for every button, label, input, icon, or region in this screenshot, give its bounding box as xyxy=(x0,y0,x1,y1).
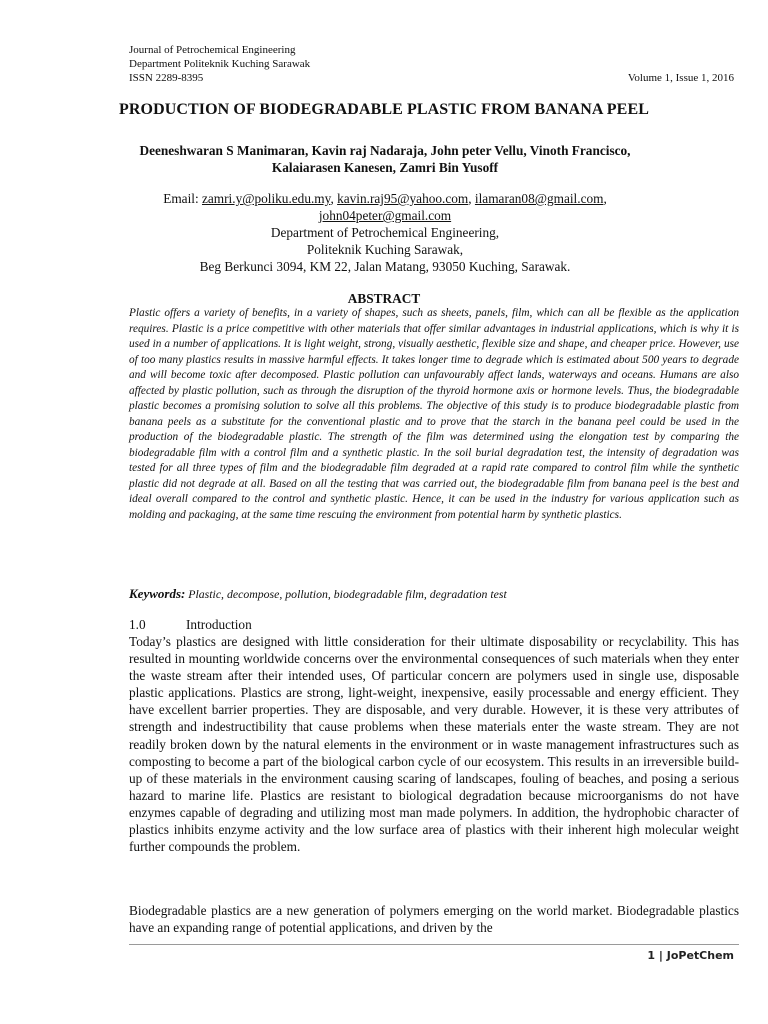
author-list xyxy=(110,142,660,176)
paper-title: PRODUCTION OF BIODEGRADABLE PLASTIC FROM BANANA PEEL xyxy=(119,101,649,118)
author-line-2: Kalaiarasen Kanesen, Zamri Bin Yusoff xyxy=(271,160,499,175)
email-line: Email: zamri.y@poliku.edu.my, kavin.raj95@yahoo.com, ilamaran08@gmail.com, xyxy=(163,191,607,206)
email-link-3[interactable]: ilamaran08@gmail.com xyxy=(474,191,604,206)
keywords-line xyxy=(129,586,739,602)
email-label: Email: xyxy=(163,191,199,206)
section-number: 1.0 xyxy=(129,617,146,632)
abstract-text: Plastic offers a variety of benefits, in a variety of shapes, such as sheets, panels, film, which can all be flexible as the application requires. Plastic is a price competitive with other materials that offer similar advantages in industrial applications, which is why it is used in a number of applications. It is light weight, strong, visually aesthetic, flexible size and shape, and cheaper price. However, use of too many plastics results in massive harmful effects. It takes longer time to degrade which is estimated about 500 years to degrade and will become toxic after decomposed. Plastic pollution can unfavourably affect lands, waterways and oceans. Humans are also affected by plastic pollution, such as through the disruption of the thyroid hormone axis or hormone levels. Thus, the biodegradable plastic becomes a promising solution to solve all this problems. The objective of this study is to produce biodegradable plastic from banana peels as a substitute for the conventional plastic and to prove that the starch in the banana peel could be used in the production of the biodegradable plastic. The strength of the film was determined using the elongation test by comparing the biodegradable film with a control film and a synthetic plastic. In the soil burial degradation test, the intensity of degradation was tested for all three types of film and the biodegradable film degraded at a rapid rate compared to control film while the synthetic plastic did not degrade at all. Based on all the testing that was carried out, the biodegradable film from banana peel is the best and ideal overall compared to the control and synthetic plastic. Hence, it can be used in the industry for various application such as molding and packaging, at the same time rescuing the environment from potential harm by synthetic plastics. xyxy=(129,307,739,521)
footer-divider xyxy=(129,944,739,945)
section-heading xyxy=(129,617,252,633)
journal-name: Journal of Petrochemical Engineering xyxy=(129,44,296,56)
journal-issn: ISSN 2289-8395 xyxy=(129,72,204,84)
journal-volume: Volume 1, Issue 1, 2016 xyxy=(627,72,734,84)
section-title: Introduction xyxy=(186,617,252,632)
author-line-1: Deeneshwaran S Manimaran, Kavin raj Nadaraja, John peter Vellu, Vinoth Francisco, xyxy=(139,143,631,158)
intro-paragraph-2: Biodegradable plastics are a new generation of polymers emerging on the world market. Biodegradable plastics have an expanding range of potential applications, and driven by the xyxy=(129,903,739,936)
page-footer: 1 | JoPetChem xyxy=(647,949,734,962)
keywords-text: Plastic, decompose, pollution, biodegradable film, degradation test xyxy=(188,587,507,601)
keywords-label: Keywords: xyxy=(129,586,186,601)
affiliation-department: Department of Petrochemical Engineering, xyxy=(270,225,500,240)
intro-paragraph-1: Today’s plastics are designed with little consideration for their ultimate disposability or recyclability. This has resulted in mounting worldwide concerns over the environmental consequences of such materials when they enter the waste stream after their intended uses, Of particular concern are polymers used in single use, disposable plastic applications. Plastics are strong, light-weight, inexpensive, easily processable and energy efficient. They have excellent barrier properties. They are disposable, and very durable. However, it is these very attributes of strength and indestructibility that cause problems when these materials enter the waste stream. They are not readily broken down by the natural elements in the environment or in waste management infrastructures such as composting to become a part of the biological carbon cycle of our ecosystem. This results in an irreversible build-up of these materials in the environment causing scaring of landscapes, fouling of beaches, and posing a serious hazard to marine life. Plastics are resistant to biological degradation because microorganisms do not have enzymes capable of degrading and utilizing most man made polymers. In addition, the hydrophobic character of plastics inhibits enzyme activity and the low surface area of plastics with their inherent high molecular weight further compounds the problem. xyxy=(129,634,739,855)
email-link-4[interactable]: john04peter@gmail.com xyxy=(318,208,452,223)
journal-department: Department Politeknik Kuching Sarawak xyxy=(129,58,311,70)
contact-block xyxy=(110,190,660,275)
email-link-2[interactable]: kavin.raj95@yahoo.com xyxy=(337,191,469,206)
email-link-1[interactable]: zamri.y@poliku.edu.my xyxy=(201,191,331,206)
abstract-heading: ABSTRACT xyxy=(347,291,421,306)
affiliation-institution: Politeknik Kuching Sarawak, xyxy=(306,242,464,257)
email-line-2 xyxy=(110,207,660,224)
affiliation-address: Beg Berkunci 3094, KM 22, Jalan Matang, 93050 Kuching, Sarawak. xyxy=(199,259,571,274)
